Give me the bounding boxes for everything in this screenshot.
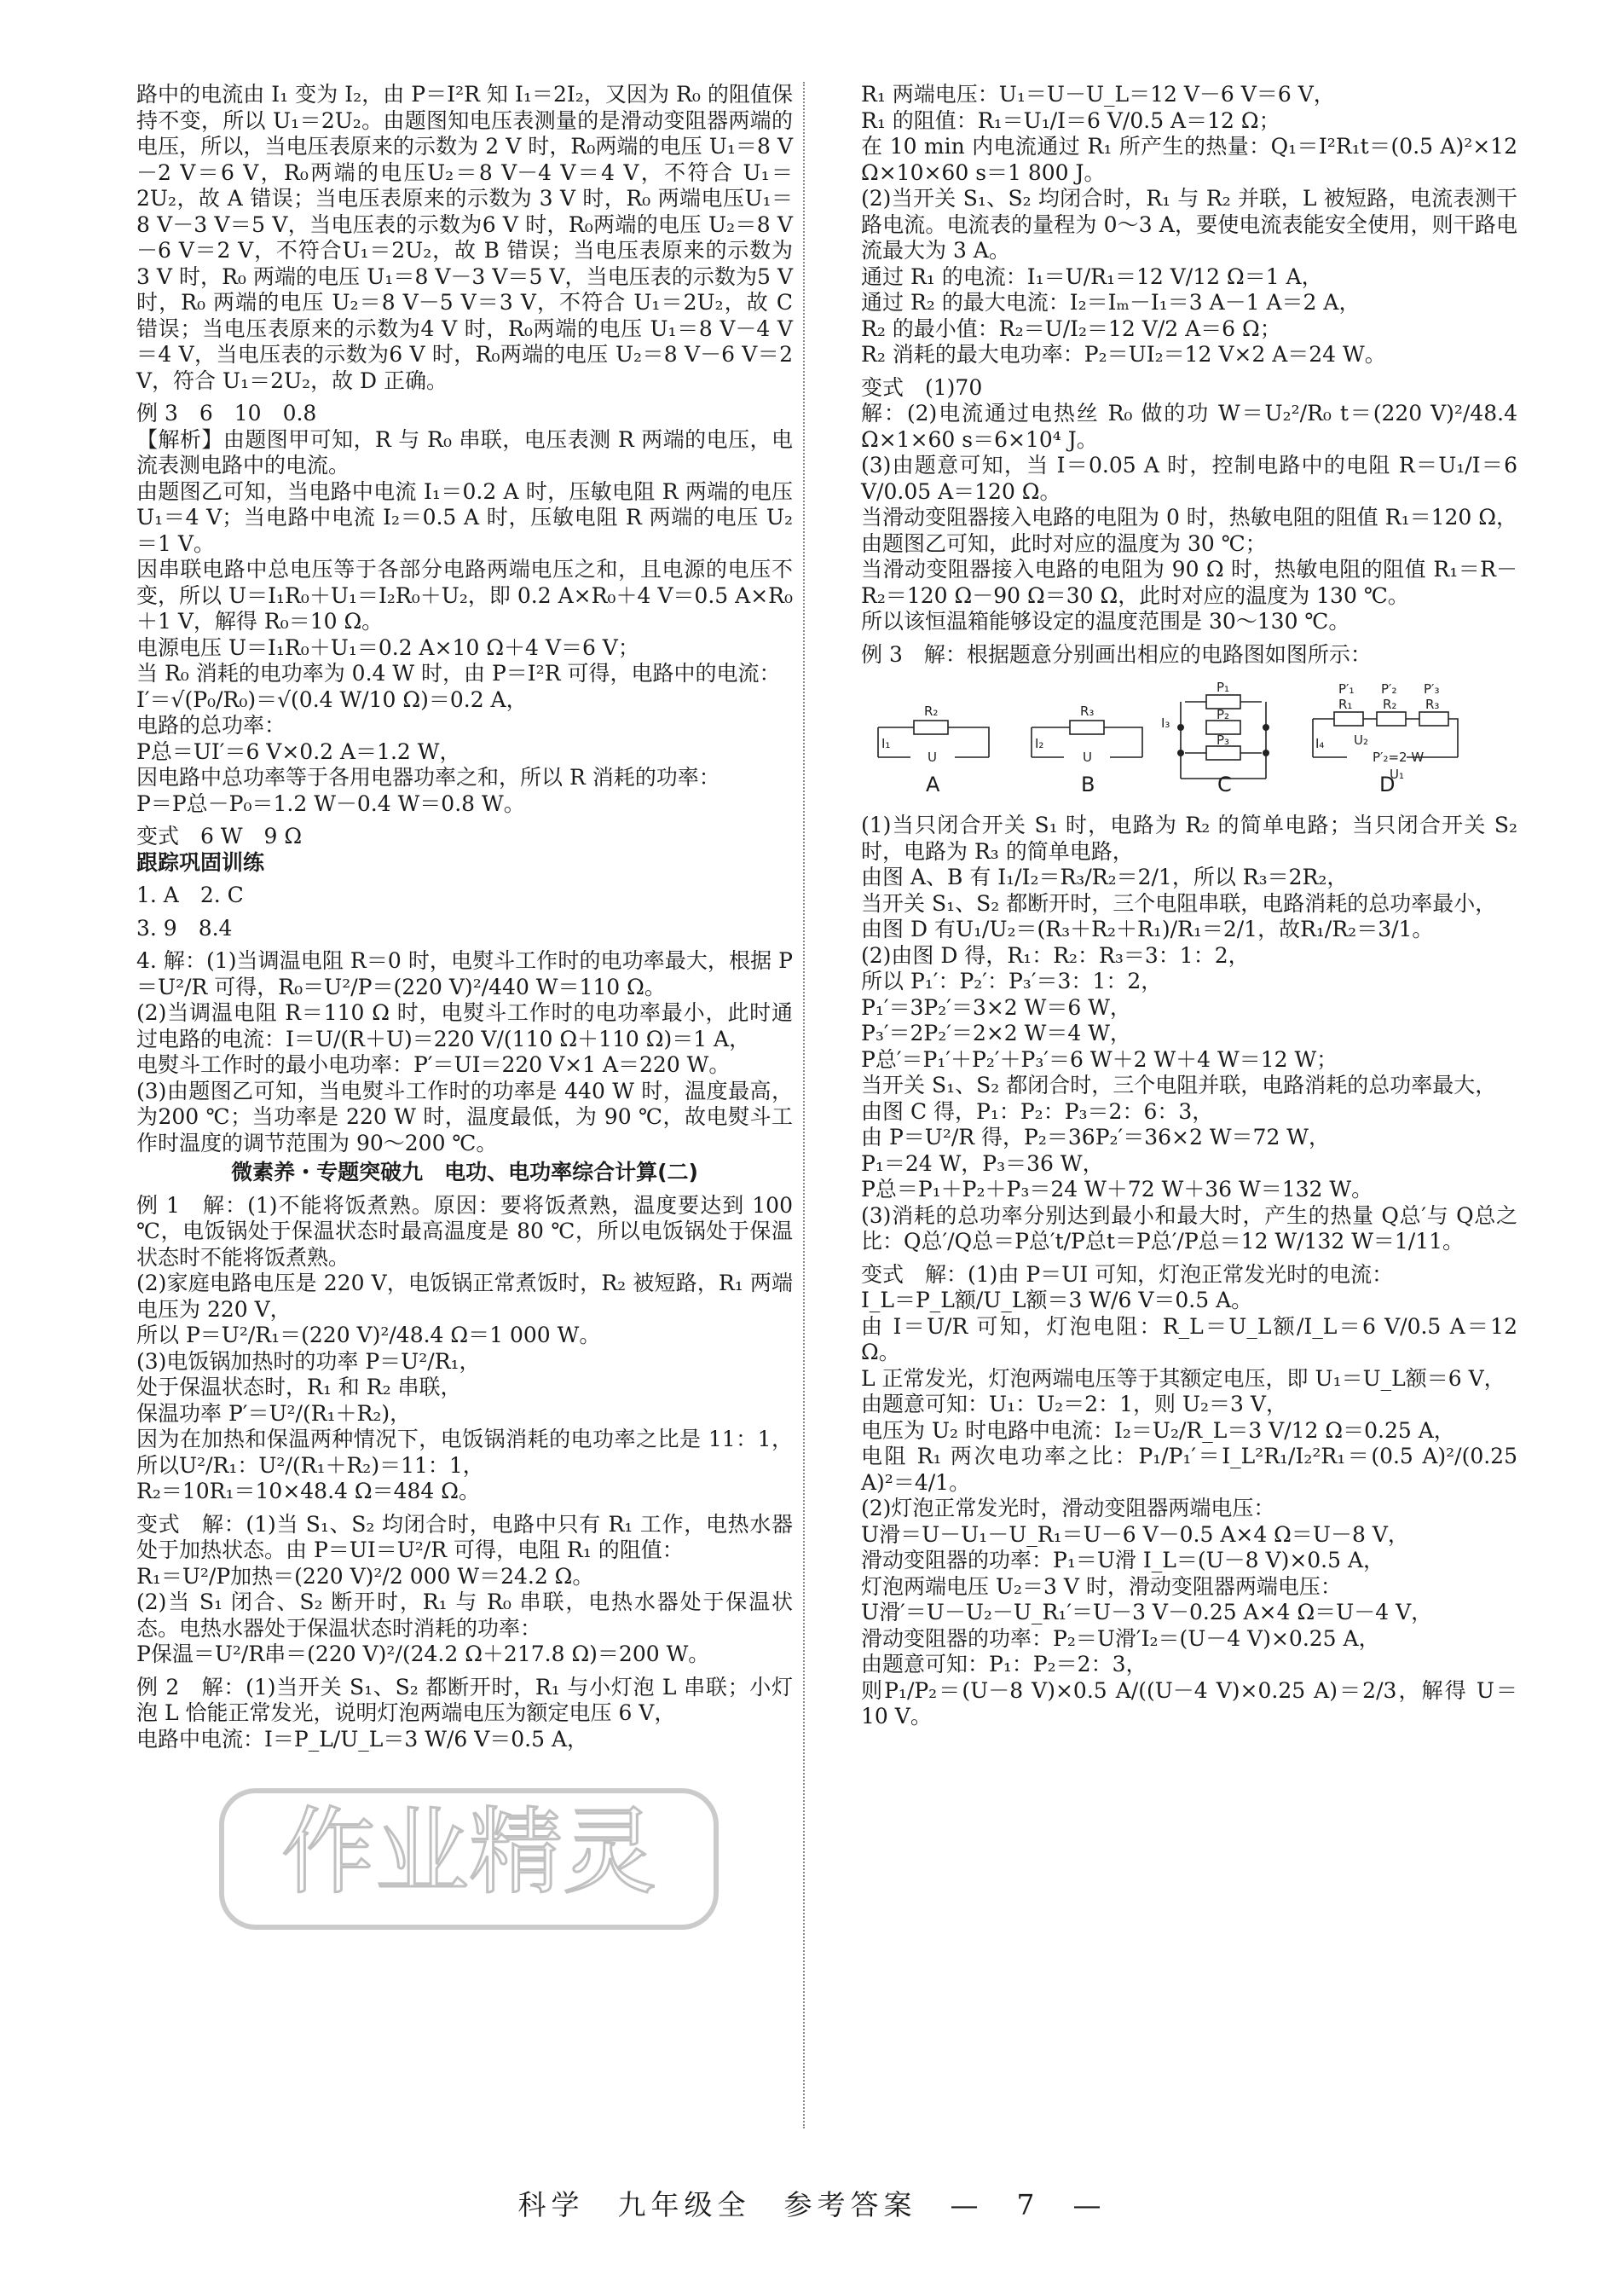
text-line: U滑′＝U－U₂－U_R₁′＝U－3 V－0.25 A×4 Ω＝U－4 V， (861, 1600, 1433, 1624)
text-line: 由题意可知：U₁：U₂＝2：1，则 U₂＝3 V， (861, 1392, 1287, 1416)
text-line: 变式 解：(1)当 S₁、S₂ 均闭合时，电路中只有 R₁ 工作，电热水器处于加热状态。由 P＝UI＝U²/R 可得，电阻 R₁ 的阻值： (136, 1511, 793, 1562)
text-line: 电源电压 U＝I₁R₀＋U₁＝0.2 A×10 Ω＋4 V＝6 V； (136, 634, 639, 660)
text-line: (3)由题意可知，当 I＝0.05 A 时，控制电路中的电阻 R＝U₁/I＝6 V/0.05 A＝120 Ω。 (861, 453, 1524, 504)
circuit-label-d: D (1379, 773, 1396, 796)
text-line: 微素养・专题突破九 电功、电功率综合计算(二) (231, 1160, 698, 1184)
circuit-diagrams (861, 676, 1517, 804)
page-footer: 科学 九年级全 参考答案 — 7 — (517, 2188, 1107, 2221)
text-line: 电阻 R₁ 两次电功率之比：P₁/P₁′＝I_L²R₁/I₂²R₁＝(0.5 A)²/(0.25 A)²＝4/1。 (861, 1444, 1524, 1495)
circuit-d-p3-label: P′₃ (1424, 681, 1440, 697)
circuit-label-c: C (1217, 773, 1232, 796)
text-line: R₂＝10R₁＝10×48.4 Ω＝484 Ω。 (136, 1479, 480, 1503)
text-line: 跟踪巩固训练 (136, 849, 265, 875)
text-line: I_L＝P_L额/U_L额＝3 W/6 V＝0.5 A。 (861, 1288, 1253, 1312)
text-line: 所以 P₁′：P₂′：P₃′＝3：1：2， (861, 969, 1163, 993)
text-line: P₃′＝2P₂′＝2×2 W＝4 W， (861, 1021, 1131, 1045)
circuit-d-u2-label: U₂ (1354, 733, 1368, 748)
text-line: 由 P＝U²/R 得，P₂＝36P₂′＝36×2 W＝72 W， (861, 1125, 1330, 1149)
circuit-d-r3-label: R₃ (1425, 697, 1440, 712)
text-line: 当开关 S₁、S₂ 都闭合时，三个电阻并联，电路消耗的总功率最大， (861, 1073, 1497, 1097)
circuit-a-r-label: R₂ (924, 704, 939, 719)
circuit-b-i-label: I₂ (1035, 736, 1044, 751)
text-line: 由题意可知：P₁：P₂＝2：3， (861, 1652, 1147, 1676)
text-line: R₁ 两端电压：U₁＝U－U_L＝12 V－6 V＝6 V， (861, 82, 1335, 107)
text-line: (1)当只闭合开关 S₁ 时，电路为 R₂ 的简单电路；当只闭合开关 S₂ 时，电路为 R₃ 的简单电路， (861, 813, 1524, 864)
text-line: 通过 R₁ 的电流：I₁＝U/R₁＝12 V/12 Ω＝1 A， (861, 263, 1323, 289)
text-line: P总′＝P₁′＋P₂′＋P₃′＝6 W＋2 W＋4 W＝12 W； (861, 1046, 1338, 1072)
circuit-d-r3 (1419, 712, 1448, 726)
text-line: 由图 C 得，P₁：P₂：P₃＝2：6：3， (861, 1098, 1214, 1124)
text-line: 电压为 U₂ 时电路中电流：I₂＝U₂/R_L＝3 V/12 Ω＝0.25 A， (861, 1417, 1455, 1443)
text-line: 滑动变阻器的功率：P₂＝U滑′I₂＝(U－4 V)×0.25 A， (861, 1625, 1380, 1651)
text-line: 因串联电路中总电压等于各部分电路两端电压之和，且电源的电压不变，所以 U＝I₁R₀＋U₁＝I₂R₀＋U₂，即 0.2 A×R₀＋4 V＝0.5 A×R₀＋1 V，解得 R₀＝10 Ω。 (136, 557, 793, 634)
circuit-c-r3-label: P₃ (1217, 733, 1230, 748)
text-line: P＝P总－P₀＝1.2 W－0.4 W＝0.8 W。 (136, 790, 525, 816)
text-line: 【解析】由题图甲可知，R 与 R₀ 串联，电压表测 R 两端的电压，电流表测电路中的电流。 (136, 426, 793, 478)
text-line: (2)家庭电路电压是 220 V，电饭锅正常煮饭时，R₂ 被短路，R₁ 两端电压为 220 V， (136, 1271, 793, 1322)
text-line: 由 I＝U/R 可知，灯泡电阻：R_L＝U_L额/I_L＝6 V/0.5 A＝12 Ω。 (861, 1313, 1524, 1364)
text-line: I′＝√(P₀/R₀)＝√(0.4 W/10 Ω)＝0.2 A， (136, 686, 528, 712)
text-line: P₁′＝3P₂′＝3×2 W＝6 W， (861, 994, 1131, 1020)
circuit-label-a: A (926, 773, 940, 796)
circuit-b-r-label: R₃ (1080, 704, 1095, 719)
text-line: 因电路中总功率等于各用电器功率之和，所以 R 消耗的功率： (136, 765, 720, 790)
text-line: 当滑动变阻器接入电路的电阻为 0 时，热敏电阻的阻值 R₁＝120 Ω，由题图乙可知，此时对应的温度为 30 ℃； (861, 505, 1517, 556)
circuit-d-r1-label: R₁ (1338, 697, 1353, 712)
text-line: R₁ 的阻值：R₁＝U₁/I＝6 V/0.5 A＝12 Ω； (861, 107, 1280, 133)
text-line: (2)由图 D 得，R₁：R₂：R₃＝3：1：2， (861, 942, 1250, 968)
circuit-d-i-label: I₄ (1315, 736, 1325, 751)
text-line: R₂ 消耗的最大电功率：P₂＝UI₂＝12 V×2 A＝24 W。 (861, 342, 1386, 367)
text-line: R₁＝U²/P加热＝(220 V)²/2 000 W＝24.2 Ω。 (136, 1563, 594, 1589)
text-line: 变式 解：(1)由 P＝UI 可知，灯泡正常发光时的电流： (861, 1261, 1394, 1287)
text-line: 滑动变阻器的功率：P₁＝U滑 I_L＝(U－8 V)×0.5 A， (861, 1548, 1385, 1572)
circuit-d-p2val-label: P′₂=2 W (1373, 750, 1425, 765)
circuit-c-r3 (1206, 746, 1240, 760)
text-line: R₂ 的最小值：R₂＝U/I₂＝12 V/2 A＝6 Ω； (861, 316, 1281, 341)
text-line: 所以该恒温箱能够设定的温度范围是 30～130 ℃。 (861, 609, 1350, 634)
text-line: 通过 R₂ 的最大电流：I₂＝Iₘ－I₁＝3 A－1 A＝2 A， (861, 290, 1361, 315)
text-line: U滑＝U－U₁－U_R₁＝U－6 V－0.5 A×4 Ω＝U－8 V， (861, 1521, 1409, 1547)
text-line: 例 3 解：根据题意分别画出相应的电路图如图所示： (861, 641, 1372, 667)
column-divider (803, 82, 805, 2128)
watermark-text: 作业精灵 (281, 1798, 656, 1907)
text-line: 在 10 min 内电流通过 R₁ 所产生的热量：Q₁＝I²R₁t＝(0.5 A)²×12 Ω×10×60 s＝1 800 J。 (861, 134, 1524, 185)
circuit-a-resistor (914, 721, 948, 734)
circuit-d-u1-label: U₁ (1390, 767, 1404, 782)
circuit-d-p2-label: P′₂ (1381, 681, 1397, 697)
text-line: 例 3 6 10 0.8 (136, 401, 317, 426)
text-line: 例 1 解：(1)不能将饭煮熟。原因：要将饭煮熟，温度要达到 100 ℃，电饭锅处于保温状态时最高温度是 80 ℃，所以电饭锅处于保温状态时不能将饭煮熟。 (136, 1192, 800, 1270)
text-line: 电路的总功率： (136, 713, 286, 738)
right-column (861, 82, 1524, 1730)
text-line: 电路中电流：I＝P_L/U_L＝3 W/6 V＝0.5 A， (136, 1726, 589, 1752)
circuit-d-r1 (1334, 712, 1363, 726)
text-line: P总＝UI′＝6 V×0.2 A＝1.2 W， (136, 738, 461, 764)
text-line: (3)由题图乙可知，当电熨斗工作时的功率是 440 W 时，温度最高，为200 ℃；当功率是 220 W 时，温度最低，为 90 ℃，故电熨斗工作时温度的调节范围为 90～200 ℃。 (136, 1078, 793, 1155)
text-line: 当开关 S₁、S₂ 都断开时，三个电阻串联，电路消耗的总功率最小， (861, 890, 1497, 916)
circuit-label-b: B (1081, 773, 1095, 796)
left-column (136, 82, 800, 1752)
text-line: 1. A 2. C (136, 883, 244, 907)
text-line: 由图 D 有U₁/U₂＝(R₃＋R₂＋R₁)/R₁＝2/1，故R₁/R₂＝3/1。 (861, 917, 1434, 941)
text-line: 路中的电流由 I₁ 变为 I₂，由 P＝I²R 知 I₁＝2I₂，又因为 R₀ 的阻值保持不变，所以 U₁＝2U₂。由题图知电压表测量的是滑动变阻器两端的电压，所以，当电压表原来的示数为 2 V 时，R₀两端的电压 U₁＝8 V－2 V＝6 V，R₀两端的电压U₂＝8 V－4 V＝4 V，不符合 U₁＝2U₂，故 A 错误；当电压表原来的示数为 3 V 时，R₀ 两端电压U₁＝8 V－3 V＝5 V，当电压表的示数为6 V 时，R₀两端的电压 U₂＝8 V－6 V＝2 V，不符合U₁＝2U₂，故 B 错误；当电压表原来的示数为 3 V 时，R₀ 两端的电压 U₁＝8 V－3 V＝5 V，当电压表的示数为5 V 时，R₀ 两端的电压 U₂＝8 V－5 V＝3 V，不符合 U₁＝2U₂，故 C 错误；当电压表原来的示数为4 V 时，R₀两端的电压 U₁＝8 V－4 V＝4 V，当电压表的示数为6 V 时，R₀两端的电压 U₂＝8 V－6 V＝2 V，符合 U₁＝2U₂，故 D 正确。 (136, 82, 800, 393)
text-line: (2)当调温电阻 R＝110 Ω 时，电熨斗工作时的电功率最小，此时通过电路的电流：I＝U/(R＋U)＝220 V/(110 Ω＋110 Ω)＝1 A， (136, 1000, 793, 1051)
circuit-a-i-label: I₁ (881, 736, 891, 751)
text-line: 解：(2)电流通过电热丝 R₀ 做的功 W＝U₂²/R₀ t＝(220 V)²/48.4 Ω×1×60 s＝6×10⁴ J。 (861, 401, 1524, 452)
text-line: 保温功率 P′＝U²/(R₁＋R₂)， (136, 1400, 412, 1426)
text-line: 当 R₀ 消耗的电功率为 0.4 W 时，由 P＝I²R 可得，电路中的电流： (136, 661, 781, 686)
text-line: 4. 解：(1)当调温电阻 R＝0 时，电熨斗工作时的电功率最大，根据 P＝U²/R 可得，R₀＝U²/P＝(220 V)²/440 W＝110 Ω。 (136, 948, 793, 999)
text-line: 例 2 解：(1)当开关 S₁、S₂ 都断开时，R₁ 与小灯泡 L 串联；小灯泡 L 恰能正常发光，说明灯泡两端电压为额定电压 6 V， (136, 1674, 793, 1725)
circuit-c-r2-label: P₂ (1217, 707, 1230, 722)
circuit-d-p1-label: P′₁ (1338, 681, 1355, 697)
text-line: (3)电饭锅加热时的功率 P＝U²/R₁， (136, 1348, 481, 1374)
text-line: 变式 6 W 9 Ω (136, 824, 303, 848)
text-line: 由图 A、B 有 I₁/I₂＝R₃/R₂＝2/1，所以 R₃＝2R₂， (861, 865, 1349, 889)
text-line: 由题图乙可知，当电路中电流 I₁＝0.2 A 时，压敏电阻 R 两端的电压 U₁＝4 V；当电路中电流 I₂＝0.5 A 时，压敏电阻 R 两端的电压 U₂＝1 V。 (136, 478, 800, 556)
circuit-svg (861, 676, 1517, 804)
text-line: (3)消耗的总功率分别达到最小和最大时，产生的热量 Q总′与 Q总之比：Q总′/Q总＝P总′t/P总t＝P总′/P总＝12 W/132 W＝1/11。 (861, 1202, 1517, 1254)
text-line: 所以 P＝U²/R₁＝(220 V)²/48.4 Ω＝1 000 W。 (136, 1323, 601, 1347)
circuit-c-i-label: I₃ (1161, 715, 1170, 731)
text-line: L 正常发光，灯泡两端电压等于其额定电压，即 U₁＝U_L额＝6 V， (861, 1365, 1506, 1391)
text-line: 灯泡两端电压 U₂＝3 V 时，滑动变阻器两端电压： (861, 1573, 1342, 1599)
text-line: P保温＝U²/R串＝(220 V)²/(24.2 Ω＋217.8 Ω)＝200 W。 (136, 1642, 710, 1666)
watermark-logo (213, 1765, 725, 1953)
text-line: 电熨斗工作时的最小电功率：P′＝UI＝220 V×1 A＝220 W。 (136, 1052, 731, 1077)
text-line: (2)当开关 S₁、S₂ 均闭合时，R₁ 与 R₂ 并联，L 被短路，电流表测干路电流。电流表的量程为 0～3 A，要使电流表能安全使用，则干路电流最大为 3 A。 (861, 186, 1517, 263)
text-line: P总＝P₁＋P₂＋P₃＝24 W＋72 W＋36 W＝132 W。 (861, 1177, 1373, 1202)
circuit-b-u-label: U (1083, 750, 1092, 765)
text-line: 处于保温状态时，R₁ 和 R₂ 串联， (136, 1375, 462, 1399)
circuit-d-r2 (1377, 712, 1406, 726)
text-line: 变式 (1)70 (861, 374, 983, 400)
text-line: 因为在加热和保温两种情况下，电饭锅消耗的电功率之比是 11：1，所以U²/R₁：U²/(R₁＋R₂)＝11：1， (136, 1427, 793, 1478)
circuit-d-r2-label: R₂ (1383, 697, 1397, 712)
text-line: 则P₁/P₂＝(U－8 V)×0.5 A/((U－4 V)×0.25 A)＝2/3，解得 U＝10 V。 (861, 1677, 1517, 1729)
circuit-c-r1-label: P₁ (1217, 680, 1230, 695)
text-line: 当滑动变阻器接入电路的电阻为 90 Ω 时，热敏电阻的阻值 R₁＝R－R₂＝120 Ω－90 Ω＝30 Ω，此时对应的温度为 130 ℃。 (861, 557, 1517, 608)
text-line: P₁＝24 W，P₃＝36 W， (861, 1150, 1104, 1176)
text-line: (2)灯泡正常发光时，滑动变阻器两端电压： (861, 1496, 1275, 1520)
text-line: (2)当 S₁ 闭合、S₂ 断开时，R₁ 与 R₀ 串联，电热水器处于保温状态。电热水器处于保温状态时消耗的功率： (136, 1590, 793, 1641)
text-line: 3. 9 8.4 (136, 915, 233, 941)
circuit-b-resistor (1070, 721, 1104, 734)
circuit-a-u-label: U (928, 750, 937, 765)
